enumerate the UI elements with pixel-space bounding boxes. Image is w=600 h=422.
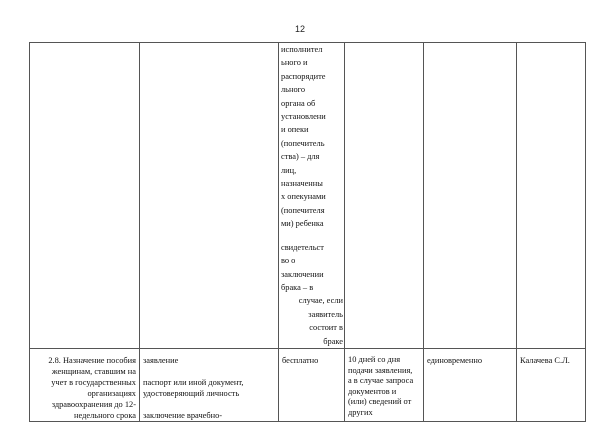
deadline-line: а в случае запроса: [348, 376, 414, 386]
doc-line: льного: [281, 85, 306, 95]
doc-application: заявление: [143, 355, 179, 365]
doc-medical-conclusion: заключение врачебно-: [143, 410, 223, 420]
service-cell: [30, 43, 140, 349]
validity-cell: [424, 348, 517, 421]
doc-line: х опекунами: [281, 192, 326, 202]
service-line: учет в государственных: [51, 377, 136, 387]
doc-line: назначенны: [281, 179, 323, 189]
doc-line: браке: [323, 336, 343, 346]
documents-continued-cell: [279, 43, 345, 349]
deadline-cell: [345, 348, 424, 421]
doc-line: свидетельст: [281, 242, 324, 252]
service-line: 2.8. Назначение пособия: [48, 355, 136, 365]
doc-line: ства) – для: [281, 152, 320, 162]
documents-list-a: [281, 43, 343, 231]
page-number: 12: [294, 24, 305, 34]
table-row: [30, 43, 586, 349]
doc-line: (попечителя: [281, 205, 325, 215]
table-row: [30, 348, 586, 421]
service-line: организациях: [87, 388, 136, 398]
doc-line: и опеки: [281, 125, 309, 135]
responsible-value: Калачева С.Л.: [520, 355, 570, 365]
procedures-table: [29, 42, 586, 422]
doc-line: лиц,: [281, 165, 297, 175]
deadline-line: документов и: [348, 386, 397, 396]
documents-list-b: [281, 241, 343, 348]
deadline-line: других: [348, 407, 373, 417]
responsible-cell: [517, 43, 586, 349]
doc-line: во о: [281, 256, 296, 266]
fee-value: бесплатно: [282, 355, 319, 365]
doc-passport: удостоверяющий личность: [143, 388, 240, 398]
deadline-line: 10 дней со дня: [348, 354, 401, 364]
service-line: здравоохранения до 12-: [51, 399, 136, 409]
doc-line: заключении: [281, 269, 324, 279]
doc-line: брака – в: [281, 282, 314, 292]
doc-line: заявитель: [308, 309, 343, 319]
doc-line: случае, если: [298, 296, 343, 306]
doc-line: исполнител: [281, 45, 323, 54]
service-cell: [30, 348, 140, 421]
doc-line: (попечитель: [281, 138, 325, 148]
validity-value: единовременно: [427, 355, 483, 365]
fee-cell: [345, 43, 424, 349]
doc-line: установлени: [281, 112, 326, 122]
doc-passport: паспорт или иной документ,: [143, 377, 244, 387]
fee-cell: [279, 348, 345, 421]
deadline-line: (или) сведений от: [348, 397, 412, 407]
documents-cell: [140, 43, 279, 349]
responsible-cell: [517, 348, 586, 421]
doc-line: органа об: [281, 98, 316, 108]
doc-line: ьного и: [281, 58, 308, 68]
doc-line: ми) ребенка: [281, 219, 324, 229]
deadline-line: подачи заявления,: [348, 365, 413, 375]
service-line: женщинам, ставшим на: [51, 366, 136, 376]
doc-line: распорядите: [281, 71, 326, 81]
doc-line: состоит в: [309, 323, 343, 333]
deadline-cell: [424, 43, 517, 349]
service-line: недельного срока: [74, 410, 136, 420]
documents-cell: [140, 348, 279, 421]
